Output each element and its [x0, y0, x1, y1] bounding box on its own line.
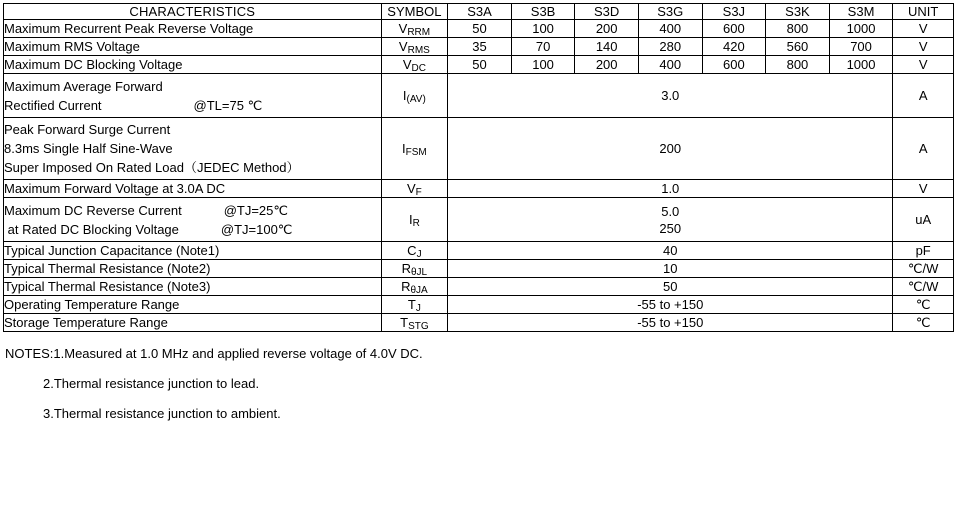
table-header-row [4, 4, 954, 20]
header-unit: UNIT [893, 4, 954, 20]
row-symbol [381, 20, 448, 38]
row-value: 600 [702, 56, 766, 74]
table-row [4, 278, 954, 296]
row-unit: A [893, 118, 954, 180]
row-value: 400 [638, 20, 702, 38]
char-line-1: Peak Forward Surge Current [4, 122, 171, 137]
table-row [4, 260, 954, 278]
row-value: 100 [511, 56, 575, 74]
char-line-1: Maximum Average Forward [4, 78, 163, 94]
row-value: 1000 [829, 20, 893, 38]
row-symbol [381, 180, 448, 198]
char-line-2 [4, 220, 381, 239]
header-characteristics: CHARACTERISTICS [4, 4, 382, 20]
row-characteristic: Maximum Forward Voltage at 3.0A DC [4, 180, 382, 198]
table-row [4, 38, 954, 56]
row-value: 280 [638, 38, 702, 56]
char-line-3: Super Imposed On Rated Load（JEDEC Method） [4, 160, 300, 175]
row-unit: ℃/W [893, 278, 954, 296]
symbol-sub: θJL [411, 267, 428, 278]
row-value: 600 [702, 20, 766, 38]
table-row [4, 56, 954, 74]
symbol-main: R [401, 279, 411, 294]
row-unit: uA [893, 198, 954, 242]
symbol-main: V [406, 181, 416, 196]
header-type-s3b: S3B [511, 4, 575, 20]
symbol-sub: θJA [410, 285, 428, 296]
note-line-2: 2.Thermal resistance junction to lead. [43, 376, 260, 391]
header-type-s3a: S3A [448, 4, 512, 20]
row-unit: ℃ [893, 314, 954, 332]
row-characteristic: Maximum DC Blocking Voltage [4, 56, 382, 74]
row-merged-value: -55 to +150 [448, 296, 893, 314]
row-characteristic: Maximum RMS Voltage [4, 38, 382, 56]
row-unit: pF [893, 242, 954, 260]
row-characteristic [4, 198, 382, 242]
symbol-main: V [398, 39, 408, 54]
symbol-sub: J [415, 303, 421, 314]
symbol-sub: RRM [407, 27, 431, 38]
symbol-main: V [398, 21, 408, 36]
row-symbol [381, 38, 448, 56]
row-symbol [381, 242, 448, 260]
row-value: 70 [511, 38, 575, 56]
table-row [4, 118, 954, 180]
char-text: at Rated DC Blocking Voltage [4, 221, 179, 237]
row-merged-value: 10 [448, 260, 893, 278]
header-symbol: SYMBOL [381, 4, 448, 20]
row-unit: ℃/W [893, 260, 954, 278]
table-row [4, 180, 954, 198]
symbol-sub: STG [408, 321, 429, 332]
row-unit: V [893, 20, 954, 38]
char-text: Rectified Current [4, 97, 102, 113]
row-unit: ℃ [893, 296, 954, 314]
symbol-sub: J [416, 249, 422, 260]
header-type-s3d: S3D [575, 4, 639, 20]
symbol-main: V [402, 57, 412, 72]
row-symbol [381, 260, 448, 278]
table-row [4, 20, 954, 38]
symbol-main: I [408, 212, 413, 227]
row-value: 200 [575, 20, 639, 38]
symbol-sub: R [412, 218, 420, 229]
char-condition-1: @TJ=25℃ [223, 202, 288, 218]
row-merged-value: 200 [448, 118, 893, 180]
row-value: 420 [702, 38, 766, 56]
row-characteristic [4, 118, 382, 180]
char-line-1 [4, 201, 381, 220]
table-row [4, 242, 954, 260]
header-type-s3j: S3J [702, 4, 766, 20]
row-value: 200 [575, 56, 639, 74]
row-merged-value: 50 [448, 278, 893, 296]
table-row [4, 314, 954, 332]
char-condition: @TL=75 ℃ [193, 97, 263, 113]
char-line-2 [4, 96, 381, 115]
symbol-sub: DC [411, 63, 426, 74]
table-row [4, 296, 954, 314]
characteristics-table [3, 3, 954, 332]
table-row [4, 74, 954, 118]
symbol-main: I [402, 141, 406, 156]
symbol-sub: RMS [407, 45, 430, 56]
row-characteristic: Storage Temperature Range [4, 314, 382, 332]
symbol-sub: FSM [405, 147, 427, 158]
row-unit: A [893, 74, 954, 118]
merged-value-2: 250 [659, 220, 682, 236]
symbol-main: C [407, 243, 417, 258]
header-type-s3m: S3M [829, 4, 893, 20]
row-value: 1000 [829, 56, 893, 74]
row-characteristic: Typical Thermal Resistance (Note2) [4, 260, 382, 278]
row-value: 140 [575, 38, 639, 56]
row-characteristic: Operating Temperature Range [4, 296, 382, 314]
table-row [4, 198, 954, 242]
symbol-main: R [401, 261, 411, 276]
row-value: 50 [448, 20, 512, 38]
row-unit: V [893, 56, 954, 74]
merged-value-1: 5.0 [661, 203, 680, 219]
note-line-3: 3.Thermal resistance junction to ambient. [43, 406, 281, 421]
row-unit: V [893, 180, 954, 198]
row-unit: V [893, 38, 954, 56]
row-characteristic: Typical Junction Capacitance (Note1) [4, 242, 382, 260]
symbol-main: I [402, 88, 407, 103]
row-value: 700 [829, 38, 893, 56]
row-symbol [381, 74, 448, 118]
char-line-2: 8.3ms Single Half Sine-Wave [4, 141, 173, 156]
char-condition-2: @TJ=100℃ [220, 221, 293, 237]
row-merged-value: 3.0 [448, 74, 893, 118]
symbol-sub: F [415, 187, 422, 198]
row-symbol [381, 56, 448, 74]
row-symbol [381, 118, 448, 180]
row-symbol [381, 278, 448, 296]
row-value: 100 [511, 20, 575, 38]
row-value: 400 [638, 56, 702, 74]
row-value: 800 [766, 56, 830, 74]
char-text: Maximum DC Reverse Current [4, 202, 182, 218]
header-type-s3k: S3K [766, 4, 830, 20]
row-characteristic: Maximum Recurrent Peak Reverse Voltage [4, 20, 382, 38]
row-merged-value: -55 to +150 [448, 314, 893, 332]
row-characteristic [4, 74, 382, 118]
row-merged-value [448, 198, 893, 242]
symbol-main: T [407, 297, 416, 312]
symbol-main: T [400, 315, 409, 330]
symbol-sub: (AV) [406, 94, 426, 105]
row-characteristic: Typical Thermal Resistance (Note3) [4, 278, 382, 296]
row-symbol [381, 198, 448, 242]
row-symbol [381, 314, 448, 332]
note-line-1: NOTES:1.Measured at 1.0 MHz and applied reverse voltage of 4.0V DC. [5, 346, 423, 361]
row-value: 35 [448, 38, 512, 56]
row-symbol [381, 296, 448, 314]
row-value: 50 [448, 56, 512, 74]
row-value: 800 [766, 20, 830, 38]
notes-block [5, 339, 959, 429]
row-merged-value: 1.0 [448, 180, 893, 198]
header-type-s3g: S3G [638, 4, 702, 20]
row-value: 560 [766, 38, 830, 56]
row-merged-value: 40 [448, 242, 893, 260]
